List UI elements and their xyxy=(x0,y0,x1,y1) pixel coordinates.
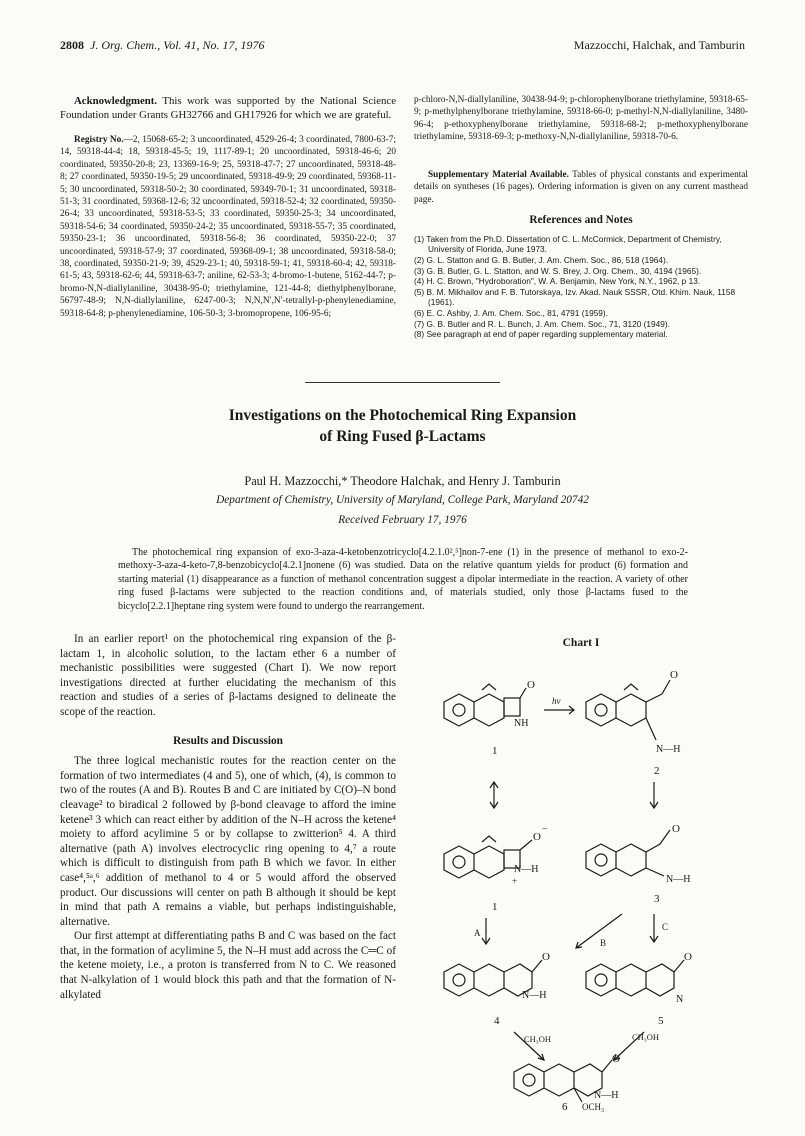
reference-item: (8) See paragraph at end of paper regarding supplementary material. xyxy=(414,329,668,340)
atom-nh-2: N—H xyxy=(656,744,681,755)
header-left xyxy=(60,38,265,53)
author-affiliation: Department of Chemistry, University of Maryland, College Park, Maryland 20742 xyxy=(216,494,589,506)
title-line-2: of Ring Fused β-Lactams xyxy=(319,428,486,445)
registry-continuation xyxy=(414,94,748,155)
title-line-1: Investigations on the Photochemical Ring Expansion xyxy=(228,407,577,424)
meoh-label-5: CH₃OH xyxy=(632,1032,660,1042)
atom-o-1: O xyxy=(527,679,535,691)
label-4: 4 xyxy=(494,1015,500,1027)
article-authors: Paul H. Mazzocchi,* Theodore Halchak, and Henry J. Tamburin xyxy=(244,474,561,488)
atom-nh-3: N—H xyxy=(666,874,691,885)
path-b-label: B xyxy=(600,938,607,948)
arrow-path-b xyxy=(576,914,622,948)
supp-text: Tables of physical constants and experimental details on syntheses (16 pages). Ordering information is given on any current masthead page. xyxy=(414,170,749,205)
structure-5 xyxy=(586,951,692,1005)
article-divider xyxy=(305,382,500,383)
body-paragraph-1: The three logical mechanistic routes for the reaction center on the formation of two intermediates (4 and 5), one of which, (4), is common to two of the routes (A and B). Routes B and C are initiated by C(O)–N bond cleavage² to biradical 2 followed by β-bond cleavage to afford the imine ketene³ 3 which can react either by addition of the N–H across the ketene⁴ moiety to afford acylimine 5 or by collapse to zwitterion⁵ 4. A third alternative (path A) involves electrocyclic ring opening to 4,⁷ a route which is difficult to distinguish from path B which we favor. In either case⁴,⁵ᵃ,⁶ addition of methanol to 4 or 5 would afford the observed product. Our discussions will center on path B although it should be kept in mind that path A remains a viable, but perhaps indistinguishable, alternative. xyxy=(60,755,396,928)
label-5: 5 xyxy=(658,1015,664,1027)
structure-1-zwitterion xyxy=(444,824,548,886)
och3-label: OCH₃ xyxy=(582,1102,605,1112)
received-date: Received February 17, 1976 xyxy=(338,514,467,526)
atom-o-2: O xyxy=(670,669,678,681)
charge-plus-1z: + xyxy=(512,876,518,886)
reference-item: (2) G. L. Statton and G. B. Butler, J. Am. Chem. Soc., 86, 518 (1964). xyxy=(414,255,669,265)
acknowledgment xyxy=(60,94,396,122)
reference-item: (4) H. C. Brown, "Hydroboration", W. A. Benjamin, New York, N.Y., 1962, p 13. xyxy=(414,276,701,287)
atom-o-4: O xyxy=(542,951,550,963)
structure-4 xyxy=(444,951,550,1001)
running-authors: Mazzocchi, Halchak, and Tamburin xyxy=(573,38,745,52)
body-paragraph-2: Our first attempt at differentiating paths B and C was based on the fact that, in the formation of acylimine 5, the N–H must add across the C═C of the ketene moiety, i.e., a proton is transferred from N to C. We reasoned that N-alkylation of 1 would block this path and that the formation of N-alkylated xyxy=(60,930,396,1001)
section-heading: Results and Discussion xyxy=(173,734,283,747)
label-1-top: 1 xyxy=(492,745,498,757)
supp-heading: Supplementary Material Available. xyxy=(428,170,569,180)
atom-nh-1z: N—H xyxy=(514,864,539,875)
atom-nh-4: N—H xyxy=(522,990,547,1001)
journal-citation: J. Org. Chem., Vol. 41, No. 17, 1976 xyxy=(90,38,265,52)
registry-text-continued: p-chloro-N,N-diallylaniline, 30438-94-9; p-chlorophenylborane triethylamine, 59318-65-9; p-methylphenylborane triethylamine, 59318-66-0; p-methyl-N,N-diallylaniline, 3480-96-4; p-ethoxyphenylborane triethylamine, 59318-68-2; p-methoxyphenylborane triethylamine, 59318-69-3; p-methoxy-N,N-diallylaniline, 59318-70-6. xyxy=(414,95,748,143)
ack-heading: Acknowledgment. xyxy=(74,95,158,107)
references-list xyxy=(414,234,748,340)
abstract: The photochemical ring expansion of exo-3-aza-4-ketobenzotricyclo[4.2.1.0²,⁵]non-7-ene (1) in the presence of methanol to exo-2-methoxy-3-aza-4-keto-7,8-benzobicyclo[4.2.1]nonene (6) was studied. Data on the relative quantum yields for product (6) formation and starting material (1) disappearance as a function of methanol concentration suggest a dipolar intermediate in the reaction. A variety of other ring fused β-lactams were subjected to the reaction conditions and, of materials studied, only those β-lactams fused to the bicyclo[2.2.1]heptane ring system were found to undergo the rearrangement. xyxy=(118,547,688,612)
reference-item: (3) G. B. Butler, G. L. Statton, and W. S. Brey, J. Org. Chem., 30, 4194 (1965). xyxy=(414,265,702,276)
reaction-scheme-svg xyxy=(414,632,748,1112)
references-heading: References and Notes xyxy=(529,214,633,227)
label-6: 6 xyxy=(562,1101,568,1112)
atom-o-3: O xyxy=(672,823,680,835)
reference-item: (6) E. C. Ashby, J. Am. Chem. Soc., 81, 4791 (1959). xyxy=(414,307,608,318)
hv-label: hν xyxy=(552,696,561,706)
article-title xyxy=(60,405,745,447)
path-c-label: C xyxy=(662,922,669,932)
atom-o-6: O xyxy=(612,1053,620,1065)
page-number: 2808 xyxy=(60,38,84,52)
path-a-label: A xyxy=(474,928,481,938)
label-1-bottom: 1 xyxy=(492,901,498,913)
intro-paragraph: In an earlier report¹ on the photochemical ring expansion of the β-lactam 1, in alcoholic solution, to the lactam ether 6 a number of mechanistic possibilities were suggested (Chart I). We now report investigations directed at further elucidating the mechanism of this reaction and studies of a series of β-lactams designed to delineate the scope of the reaction. xyxy=(60,633,396,718)
charge-minus-1z: − xyxy=(542,824,548,835)
registry-text: —2, 15068-65-2; 3 uncoordinated, 4529-26-4; 3 coordinated, 7800-63-7; 14, 59318-44-4; 18, 59318-45-5; 19, 1117-89-1; 20 uncoordinated, 59318-46-6; 20 coordinated, 59350-20-8; 23, 13369-16-9; 25, 59318-47-7; 27 uncoordinated, 59318-48-8; 27 coordinated, 59350-19-5; 29 uncoordinated, 59318-49-9; 29 coordinated, 59368-11-5; 30 uncoordinated, 59318-50-2; 30 coordinated, 59349-70-1; 31 uncoordinated, 59318-51-3; 31 coordinated, 59368-12-6; 32 uncoordinated, 59318-52-4; 32 coordinated, 59350-26-4; 33 uncoordinated, 59318-53-5; 33 coordinated, 59350-25-3; 34 uncoordinated, 59318-54-6; 34 coordinated, 59350-24-2; 35 uncoordinated, 59318-55-7; 35 coordinated, 59350-23-1; 36 uncoordinated, 59318-56-8; 36 coordinated, 59350-22-0; 37 uncoordinated, 59318-57-9; 37 coordinated, 59368-09-1; 38 uncoordinated, 59318-58-0; 38, coordinated, 59350-21-9; 39, 4529-23-1; 40, 59318-59-1; 41, 59318-60-4; 42, 59318-61-5; 43, 59318-62-6; 44, 59318-63-7; aniline, 62-53-3; 4-bromo-1-butene, 5162-44-7; p-bromo-N,N-diallylaniline, 30438-95-0; triethylamine, 121-44-8; diethylphenylborane, 56797-48-9; N,N-diallylaniline, 6247-00-3; N,N,N′,N′-tetrallyl-p-phenylenediamine, 59318-64-8; p-phenylenediamine, 106-50-3; 3-bromopropene, 106-95-6; xyxy=(60,135,396,319)
atom-o-5: O xyxy=(684,951,692,963)
prev-article-left-column xyxy=(60,94,396,374)
structure-1-top xyxy=(444,679,535,729)
meoh-label-4: CH₃OH xyxy=(524,1034,552,1044)
registry-heading: Registry No. xyxy=(74,135,124,145)
atom-nh-6: N—H xyxy=(594,1090,619,1101)
supplementary-material xyxy=(414,169,748,206)
chart-i-scheme xyxy=(414,632,748,1112)
chart-title: Chart I xyxy=(562,637,600,649)
reference-item: (5) B. M. Mikhailov and F. B. Tutorskaya, Izv. Akad. Nauk SSSR, Otd. Khim. Nauk, 1158 (1961). xyxy=(414,286,736,308)
article-body-left xyxy=(60,632,396,1002)
atom-n-5: N xyxy=(676,994,684,1005)
structure-3 xyxy=(586,823,690,885)
label-3: 3 xyxy=(654,893,660,905)
atom-o-1z: O xyxy=(533,831,541,843)
registry-numbers xyxy=(60,134,396,374)
ack-text: This work was supported by the National Science Foundation under Grants GH32766 and GH17926 for which we are grateful. xyxy=(60,95,396,121)
structure-2 xyxy=(586,669,680,755)
label-2: 2 xyxy=(654,765,660,777)
reference-item: (1) Taken from the Ph.D. Dissertation of C. L. McCormick, Department of Chemistry, University of Florida, June 1973. xyxy=(414,233,722,255)
reference-item: (7) G. B. Butler and R. L. Bunch, J. Am. Chem. Soc., 71, 3120 (1949). xyxy=(414,318,670,329)
arrowhead-b xyxy=(576,942,582,948)
prev-article-right-column xyxy=(414,94,748,340)
atom-nh-1: NH xyxy=(514,718,529,729)
